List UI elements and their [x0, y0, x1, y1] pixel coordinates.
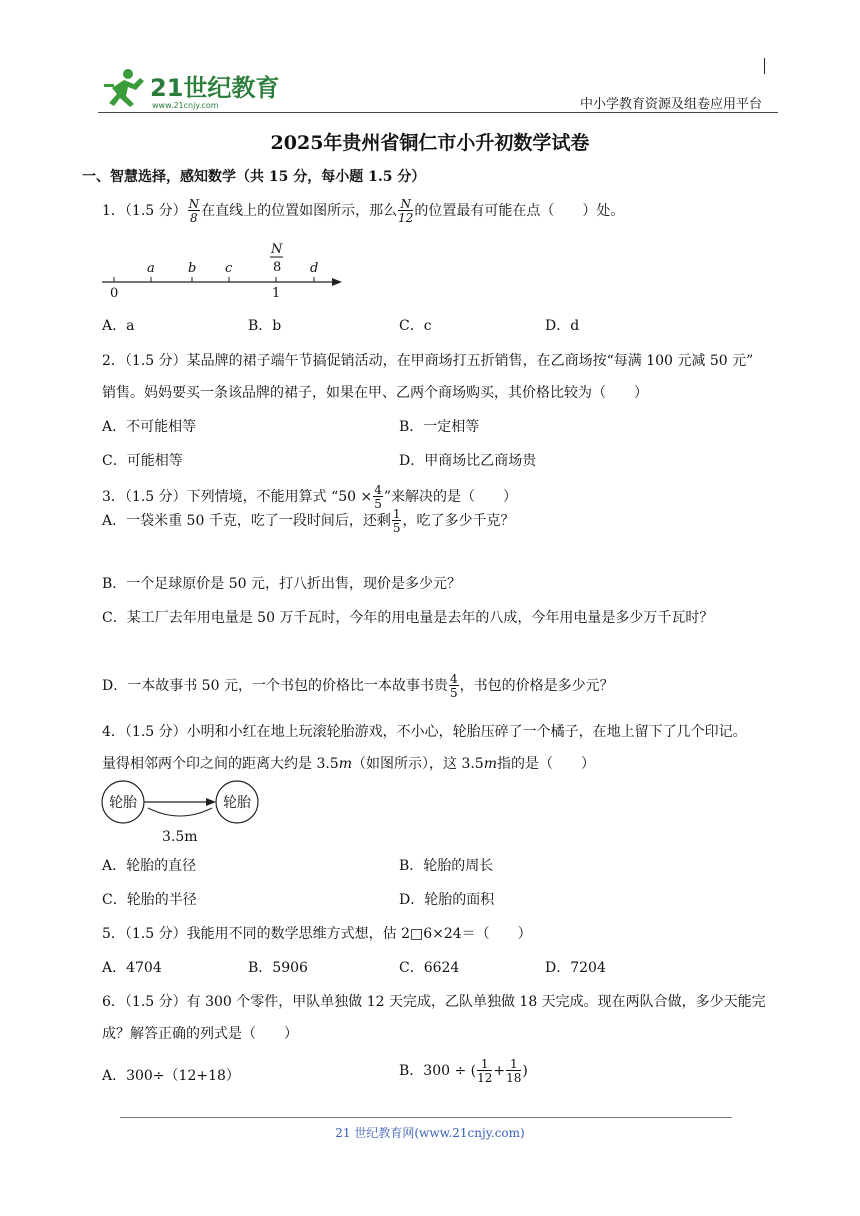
footer-rule [120, 1117, 732, 1118]
question-5: 5．（1.5 分）我能用不同的数学思维方式想，估 2□6×24＝（ ） [102, 926, 532, 942]
q2-line-2: 销售。妈妈要买一条该品牌的裙子，如果在甲、乙两个商场购买，其价格比较为（ ） [102, 385, 648, 401]
q3-fraction: $\frac{4}{5}$ [374, 483, 382, 511]
tick-0-label: 0 [110, 286, 119, 301]
point-c-label: c [225, 261, 233, 276]
header-rule [98, 112, 778, 113]
q3-option-a-fraction: $\frac{1}{5}$ [392, 507, 401, 535]
point-a-label: a [147, 261, 155, 276]
q1-option-c[interactable]: C．c [399, 318, 432, 334]
site-logo [100, 66, 280, 112]
fig-frac-numerator: N [271, 242, 283, 257]
q1-fraction-1: $\frac{N}{8}$ [188, 197, 200, 225]
q5-option-a[interactable]: A．4704 [102, 960, 162, 976]
number-line-figure [98, 240, 348, 302]
q6-option-b-fraction-1: $\frac{1}{12}$ [477, 1057, 493, 1085]
q1-text-2: 的位置最有可能在点（ ）处。 [414, 203, 625, 219]
platform-name: 中小学教育资源及组卷应用平台 [580, 97, 763, 112]
section-heading: 一、智慧选择，感知数学（共 15 分，每小题 1.5 分） [82, 169, 426, 185]
q1-text-1: 在直线上的位置如图所示，那么 [201, 203, 398, 219]
logo-text: 21世纪教育 [150, 74, 280, 102]
tire-label-right: 轮胎 [223, 795, 251, 811]
logo-sub: www.21cnjy.com [152, 101, 219, 110]
q6-option-b-fraction-2: $\frac{1}{18}$ [506, 1057, 522, 1085]
q4-line-2: 量得相邻两个印之间的距离大约是 3.5m（如图所示），这 3.5m指的是（ ） [102, 756, 595, 772]
tick-1-label: 1 [272, 286, 281, 301]
q4-line-1: 4．（1.5 分）小明和小红在地上玩滚轮胎游戏，不小心，轮胎压碎了一个橘子，在地上留下了几个印记。 [102, 724, 747, 740]
tire-figure [100, 780, 270, 848]
q4-option-c[interactable]: C．轮胎的半径 [102, 892, 197, 908]
q4-option-b[interactable]: B．轮胎的周长 [399, 858, 494, 874]
fig-frac-denominator: 8 [273, 260, 282, 275]
tire-label-left: 轮胎 [109, 795, 137, 811]
point-b-label: b [188, 261, 197, 276]
distance-label: 3.5m [162, 829, 198, 845]
q2-option-a[interactable]: A．不可能相等 [102, 419, 197, 435]
q5-option-c[interactable]: C．6624 [399, 960, 460, 976]
q5-option-d[interactable]: D．7204 [545, 960, 606, 976]
q5-option-b[interactable]: B．5906 [248, 960, 308, 976]
q4-option-a[interactable]: A．轮胎的直径 [102, 858, 197, 874]
q1-fraction-2: $\frac{N}{12}$ [398, 197, 414, 225]
q3-option-c[interactable]: C．某工厂去年用电量是 50 万千瓦时，今年的用电量是去年的八成，今年用电量是多少万千瓦时？ [102, 610, 714, 626]
q4-option-d[interactable]: D．轮胎的面积 [399, 892, 495, 908]
q3-text-post: ”来解决的是（ ） [383, 489, 518, 505]
q1-option-b[interactable]: B．b [248, 318, 282, 334]
q3-option-d-fraction: $\frac{4}{5}$ [449, 672, 458, 700]
q6-option-b[interactable]: B．300 ÷ ( $\frac{1}{12}$ + $\frac{1}{18}$ ) [399, 1057, 528, 1085]
q3-text-pre: 3．（1.5 分）下列情境，不能用算式 “50 × [102, 489, 373, 505]
q3-option-d[interactable]: D．一本故事书 50 元，一个书包的价格比一本故事书贵 $\frac{4}{5}$ ，书包的价格是多少元？ [102, 672, 614, 700]
footer-site-link[interactable]: 21 世纪教育网(www.21cnjy.com) [335, 1126, 525, 1140]
q2-option-b[interactable]: B．一定相等 [399, 419, 480, 435]
q6-line-1: 6．（1.5 分）有 300 个零件，甲队单独做 12 天完成，乙队单独做 18 天完成。现在两队合做，多少天能完 [102, 994, 766, 1010]
q2-option-c[interactable]: C．可能相等 [102, 453, 183, 469]
q2-option-d[interactable]: D．甲商场比乙商场贵 [399, 453, 537, 469]
q1-option-a[interactable]: A．a [102, 318, 135, 334]
exam-title: 2025年贵州省铜仁市小升初数学试卷 [270, 132, 590, 154]
q2-line-1: 2．（1.5 分）某品牌的裙子端午节搞促销活动，在甲商场打五折销售，在乙商场按“每满 100 元减 50 元” [102, 353, 754, 369]
q1-number: 1．（1.5 分） [102, 203, 187, 219]
point-d-label: d [310, 261, 319, 276]
q3-option-b[interactable]: B．一个足球原价是 50 元，打八折出售，现价是多少元？ [102, 576, 462, 592]
question-1 [102, 198, 624, 224]
q1-option-d[interactable]: D．d [545, 318, 580, 334]
q6-option-a[interactable]: A．300÷（12+18） [102, 1068, 240, 1084]
corner-mark [764, 58, 765, 74]
question-3 [102, 484, 517, 510]
q6-line-2: 成？解答正确的列式是（ ） [102, 1026, 298, 1042]
q3-option-a[interactable]: A．一袋米重 50 千克，吃了一段时间后，还剩 $\frac{1}{5}$ ，吃了多少千克？ [102, 507, 515, 535]
